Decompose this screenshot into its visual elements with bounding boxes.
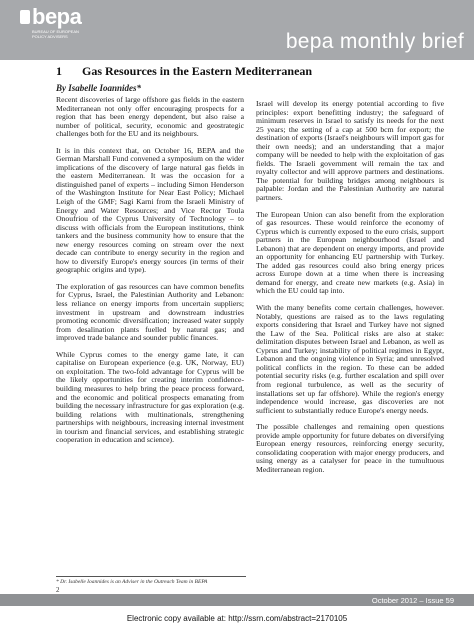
paragraph: The European Union can also benefit from the exploration of gas resources. These would reinforce the economy of Cyprus which is currently exposed to the euro crisis, support partners in the European neighbourhood (Israel and Lebanon) that are dependent on energy imports, and provide an opportunity for enhancing EU partnership with Turkey. The added gas resources could also bring energy prices across Europe down at a time when there is increasing demand for energy, and create new markets (e.g. Asia) in which the EU could tap into. [256, 209, 444, 296]
footnote: * Dr. Isabelle Ioannides is an Adviser in the Outreach Team in BEPA [56, 576, 246, 585]
logo-subtitle: BUREAU OF EUROPEAN POLICY ADVISERS [32, 29, 79, 39]
brief-title: bepa monthly brief [285, 30, 464, 53]
electronic-copy-notice: Electronic copy available at: http://ssrn.com/abstract=2170105 [126, 614, 348, 623]
paragraph: The exploration of gas resources can have common benefits for Cyprus, Israel, the Palestinian Authority and Lebanon: less reliance on energy imports from uncertain suppliers; investment in upstream and downstream industries promoting economic diversification; increased water supply from desalination plants fuelled by natural gas; and improved trade balance and sounder public finances. [56, 281, 244, 343]
paragraph: Israel will develop its energy potential according to five principles: export benefitting industry; the safeguard of minimum reserves in Israel to satisfy its needs for the next 25 years; the setting of a cap at 500 bcm for export; the destination of exports (Israel's neighbours will import gas for their own needs); and an understanding that a major company will be needed to help with the exploitation of gas fields. The Israeli government will remain the tax and royalty collector and will approve partners and destinations. The potential for building bridges among neighbours is palpable: Jordan and the Palestinian Authority are natural partners. [256, 99, 444, 203]
paragraph: It is in this context that, on October 16, BEPA and the German Marshall Fund convened a symposium on the wider implications of the discovery of large natural gas fields in the eastern Mediterranean. It was the occasion for a distinguished panel of experts – including Simon Henderson of the Washington Institute for Near East Policy; Michael Leigh of the GMF; Sagi Karni from the Israeli Ministry of Energy and Water Resources; and Vice Rector Toula Onoufriou of the Cyprus University of Technology – to discuss with officials from the European institutions, think tankers and the business community how to ensure that the new energy resources coming on stream over the next decade can contribute to energy security in the region and how to diversify Europe's energy sources (in terms of their geographic origins and type). [56, 145, 244, 275]
article-author: By Isabelle Ioannides* [56, 83, 142, 93]
right-column [256, 100, 444, 482]
paragraph: Recent discoveries of large offshore gas fields in the eastern Mediterranean not only offer encouraging prospects for a region that has been energy dependent, but also raise a number of political, security, economic and geostrategic challenges both for the EU and its neighbours. [56, 95, 244, 139]
article-title-text: Gas Resources in the Eastern Mediterranean [82, 64, 313, 78]
page-header [0, 0, 474, 60]
article-title [56, 64, 312, 79]
logo-mark-icon [20, 10, 30, 24]
article-number: 1 [56, 64, 62, 78]
paragraph: While Cyprus comes to the energy game late, it can capitalise on European experience (e.g. UK, Norway, EU) on exploitation. The two-fold advantage for Cyprus will be the likely opportunities for creating interim confidence-building measures to help bring the peace process forward, and the economic and political prospects emanating from building the necessary infrastructure for gas exploration (e.g. building relations with multinationals, strengthening partnerships with neighbours, increasing internal investment in tourism and financial services, and establishing strategic cooperation in education and science). [56, 349, 244, 445]
paragraph: The possible challenges and remaining open questions provide ample opportunity for future debates on diversifying European energy resources, reinforcing energy security, consolidating cooperation with major energy producers, and using energy as a catalyser for peace in the tumultuous Mediterranean region. [256, 422, 444, 474]
paragraph: With the many benefits come certain challenges, however. Notably, questions are raised as to the laws regulating exports considering that Israel and Turkey have not signed the Law of the Sea. Political risks are also at stake: delimitation disputes between Israel and Lebanon, as well as Cyprus and Turkey; instability of political regimes in Egypt, Lebanon and the ongoing violence in Syria; and unresolved political conflicts in the region. To these can be added potential security risks (e.g. further escalation and spill over from regional turbulence, as well as the security of installations set up far offshore). While the region's energy independence would increase, gas discoveries are not sufficient to substantially reduce Europe's energy needs. [256, 303, 444, 415]
left-column [56, 96, 244, 453]
issue-label: October 2012 – Issue 59 [371, 596, 454, 605]
bepa-logo [20, 4, 82, 48]
logo-word: bepa [32, 4, 82, 29]
page-number: 2 [56, 586, 60, 594]
